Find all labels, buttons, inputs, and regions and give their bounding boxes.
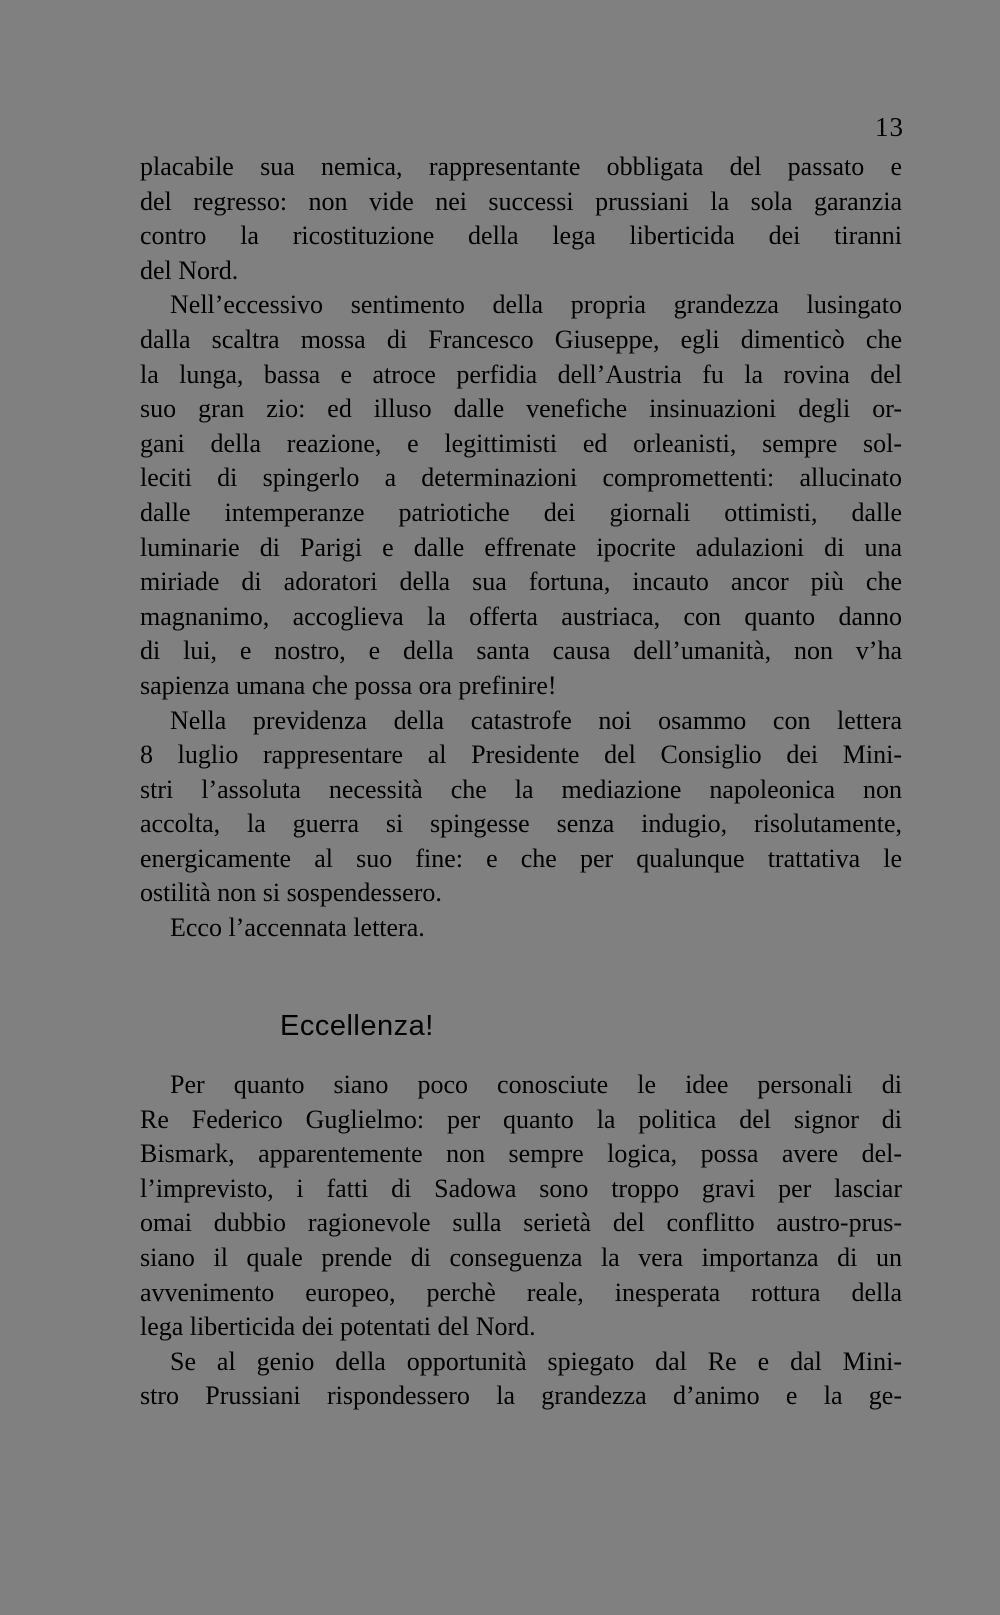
text-line: gani della reazione, e legittimisti ed orleanisti, sempre sol- [140,428,902,458]
letter-salutation: Eccellenza! [280,1010,434,1042]
paragraph-continuation [140,150,902,946]
text-line: Ecco l’accennata lettera. [170,913,425,943]
text-line: del regresso: non vide nei successi prussiani la sola garanzia [140,186,902,216]
text-line: Re Federico Guglielmo: per quanto la politica del signor di [140,1104,902,1134]
text-line: 8 luglio rappresentare al Presidente del Consiglio dei Mini- [140,740,902,770]
text-line: stro Prussiani rispondessero la grandezza d’animo e la ge- [140,1381,902,1411]
text-line: avvenimento europeo, perchè reale, inesperata rottura della [140,1277,902,1307]
text-line: siano il quale prende di conseguenza la vera importanza di un [140,1242,902,1272]
text-line: sapienza umana che possa ora prefinire! [140,670,557,700]
text-line: stri l’assoluta necessità che la mediazione napoleonica non [140,774,902,804]
text-line: omai dubbio ragionevole sulla serietà del conflitto austro-prus- [140,1208,902,1238]
text-line: dalla scaltra mossa di Francesco Giuseppe, egli dimenticò che [140,324,902,354]
letter-body [140,1068,902,1414]
text-line: l’imprevisto, i fatti di Sadowa sono troppo gravi per lasciar [140,1173,902,1203]
text-line: placabile sua nemica, rappresentante obbligata del passato e [140,152,902,181]
text-line: miriade di adoratori della sua fortuna, incauto ancor più che [140,567,902,597]
text-line: luminarie di Parigi e dalle effrenate ipocrite adulazioni di una [140,532,902,562]
text-line: leciti di spingerlo a determinazioni compromettenti: allucinato [140,463,902,493]
text-line: Nell’eccessivo sentimento della propria grandezza lusingato [170,290,902,320]
text-line: suo gran zio: ed illuso dalle venefiche insinuazioni degli or- [140,394,902,424]
text-line: magnanimo, accoglieva la offerta austriaca, con quanto danno [140,601,902,631]
text-line: Per quanto siano poco conosciute le idee personali di [170,1070,902,1099]
text-line: ostilità non si sospendessero. [140,878,442,908]
text-line: accolta, la guerra si spingesse senza indugio, risolutamente, [140,809,902,839]
text-line: di lui, e nostro, e della santa causa dell’umanità, non v’ha [140,636,902,666]
text-line: Nella previdenza della catastrofe noi osammo con lettera [170,705,902,735]
text-line: del Nord. [140,255,239,285]
page-number: 13 [875,112,904,142]
text-line: contro la ricostituzione della lega liberticida dei tiranni [140,221,902,251]
text-line: Bismark, apparentemente non sempre logica, possa avere del- [140,1139,902,1169]
text-line: energicamente al suo fine: e che per qualunque trattativa le [140,843,902,873]
text-line: dalle intemperanze patriotiche dei giornali ottimisti, dalle [140,497,902,527]
text-line: la lunga, bassa e atroce perfidia dell’Austria fu la rovina del [140,359,902,389]
text-line: Se al genio della opportunità spiegato dal Re e dal Mini- [170,1346,902,1376]
text-line: lega liberticida dei potentati del Nord. [140,1312,536,1342]
